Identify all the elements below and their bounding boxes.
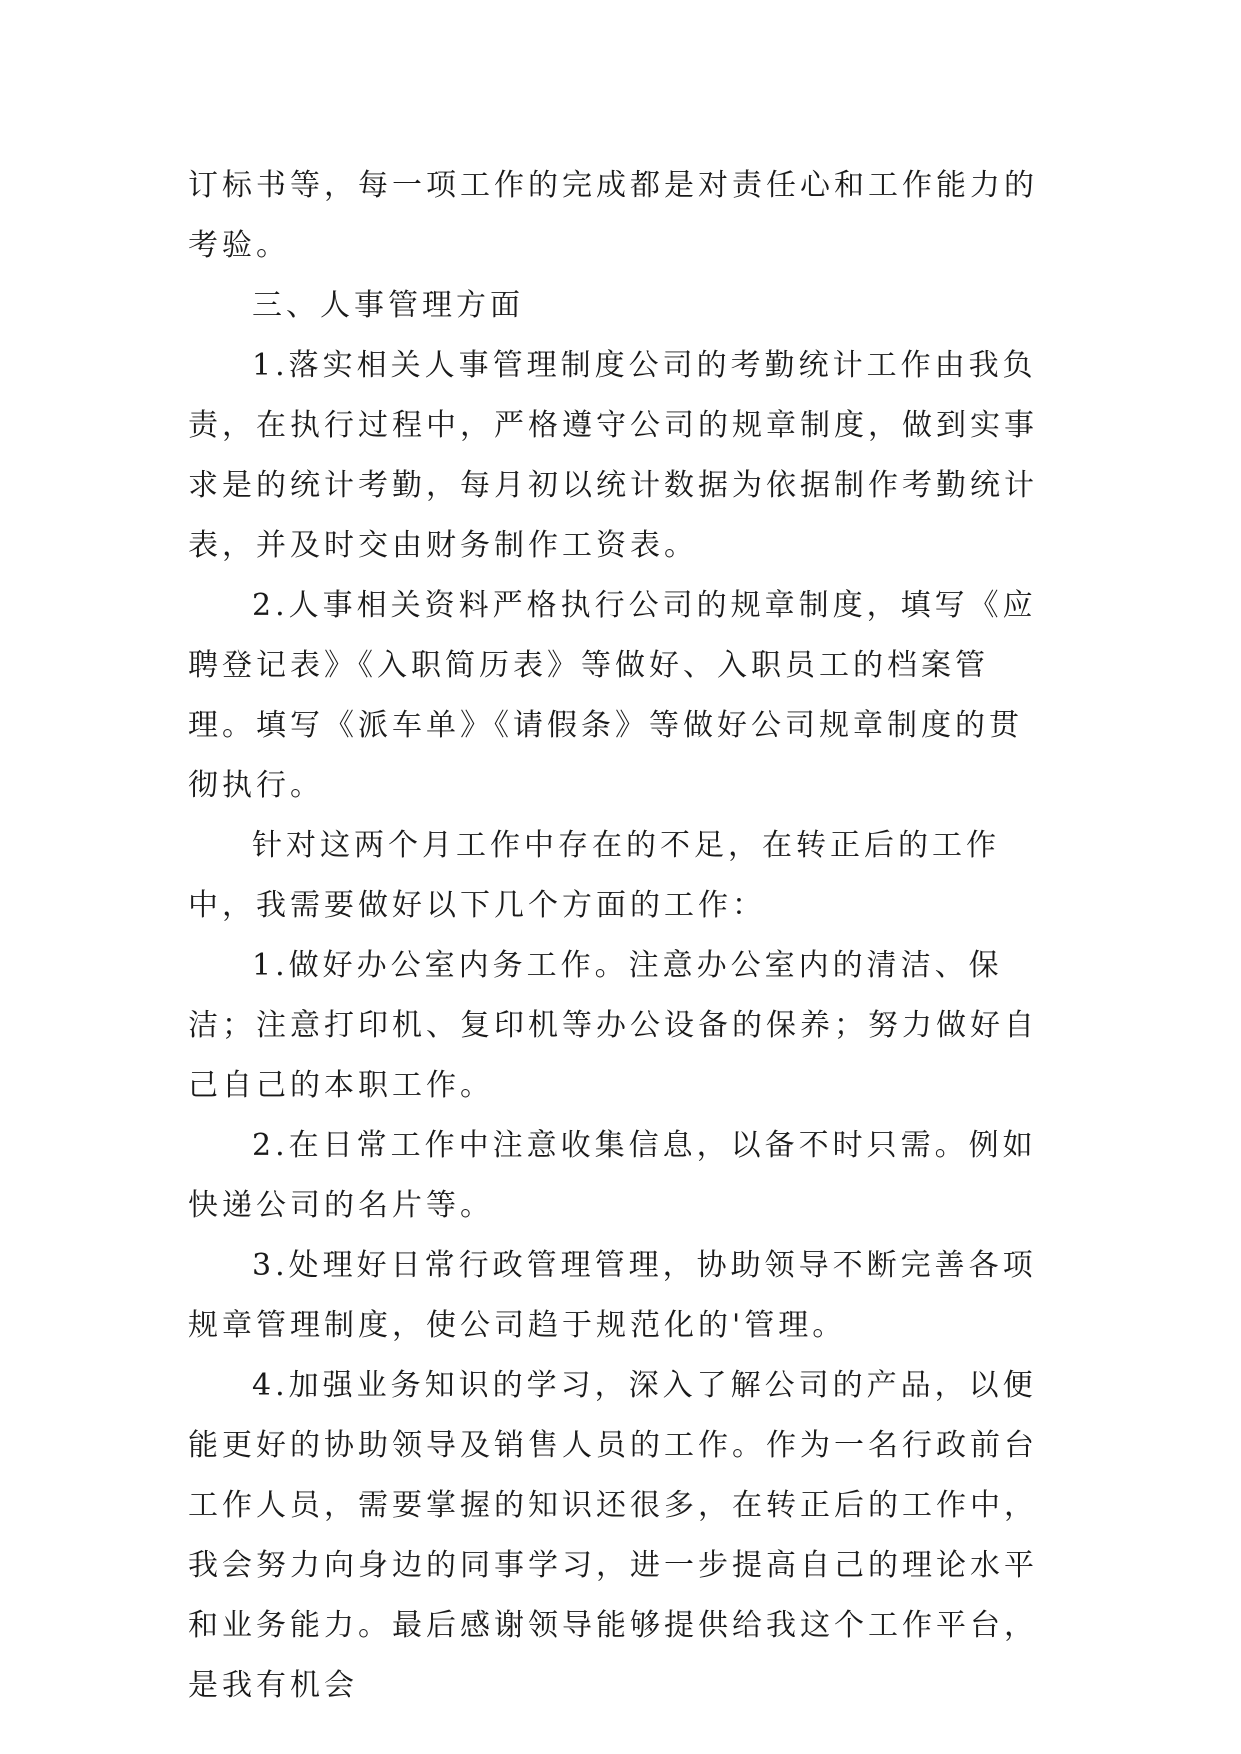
paragraph-shortcomings-intro: 针对这两个月工作中存在的不足，在转正后的工作中，我需要做好以下几个方面的工作： <box>188 828 1000 923</box>
section-heading-hr-management: 三、人事管理方面 <box>252 288 524 323</box>
document-body <box>188 156 1044 1716</box>
paragraph-continuation: 订标书等，每一项工作的完成都是对责任心和工作能力的考验。 <box>188 168 1038 263</box>
paragraph-business-knowledge: 4.加强业务知识的学习，深入了解公司的产品，以便能更好的协助领导及销售人员的工作。作为一名行政前台工作人员，需要掌握的知识还很多，在转正后的工作中，我会努力向身边的同事学习，进一步提高自己的理论水平和业务能力。最后感谢领导能够提供给我这个工作平台，是我有机会 <box>188 1368 1038 1703</box>
paragraph-admin-management: 3.处理好日常行政管理管理，协助领导不断完善各项规章管理制度，使公司趋于规范化的'管理。 <box>188 1248 1037 1343</box>
paragraph-collect-info: 2.在日常工作中注意收集信息，以备不时只需。例如快递公司的名片等。 <box>188 1128 1037 1223</box>
paragraph-office-affairs: 1.做好办公室内务工作。注意办公室内的清洁、保洁；注意打印机、复印机等办公设备的保养；努力做好自己自己的本职工作。 <box>188 948 1038 1103</box>
paragraph-personnel-records: 2.人事相关资料严格执行公司的规章制度，填写《应聘登记表》《入职简历表》等做好、入职员工的档案管理。填写《派车单》《请假条》等做好公司规章制度的贯彻执行。 <box>188 588 1037 803</box>
paragraph-attendance: 1.落实相关人事管理制度公司的考勤统计工作由我负责，在执行过程中，严格遵守公司的规章制度，做到实事求是的统计考勤，每月初以统计数据为依据制作考勤统计表，并及时交由财务制作工资表。 <box>188 348 1038 563</box>
